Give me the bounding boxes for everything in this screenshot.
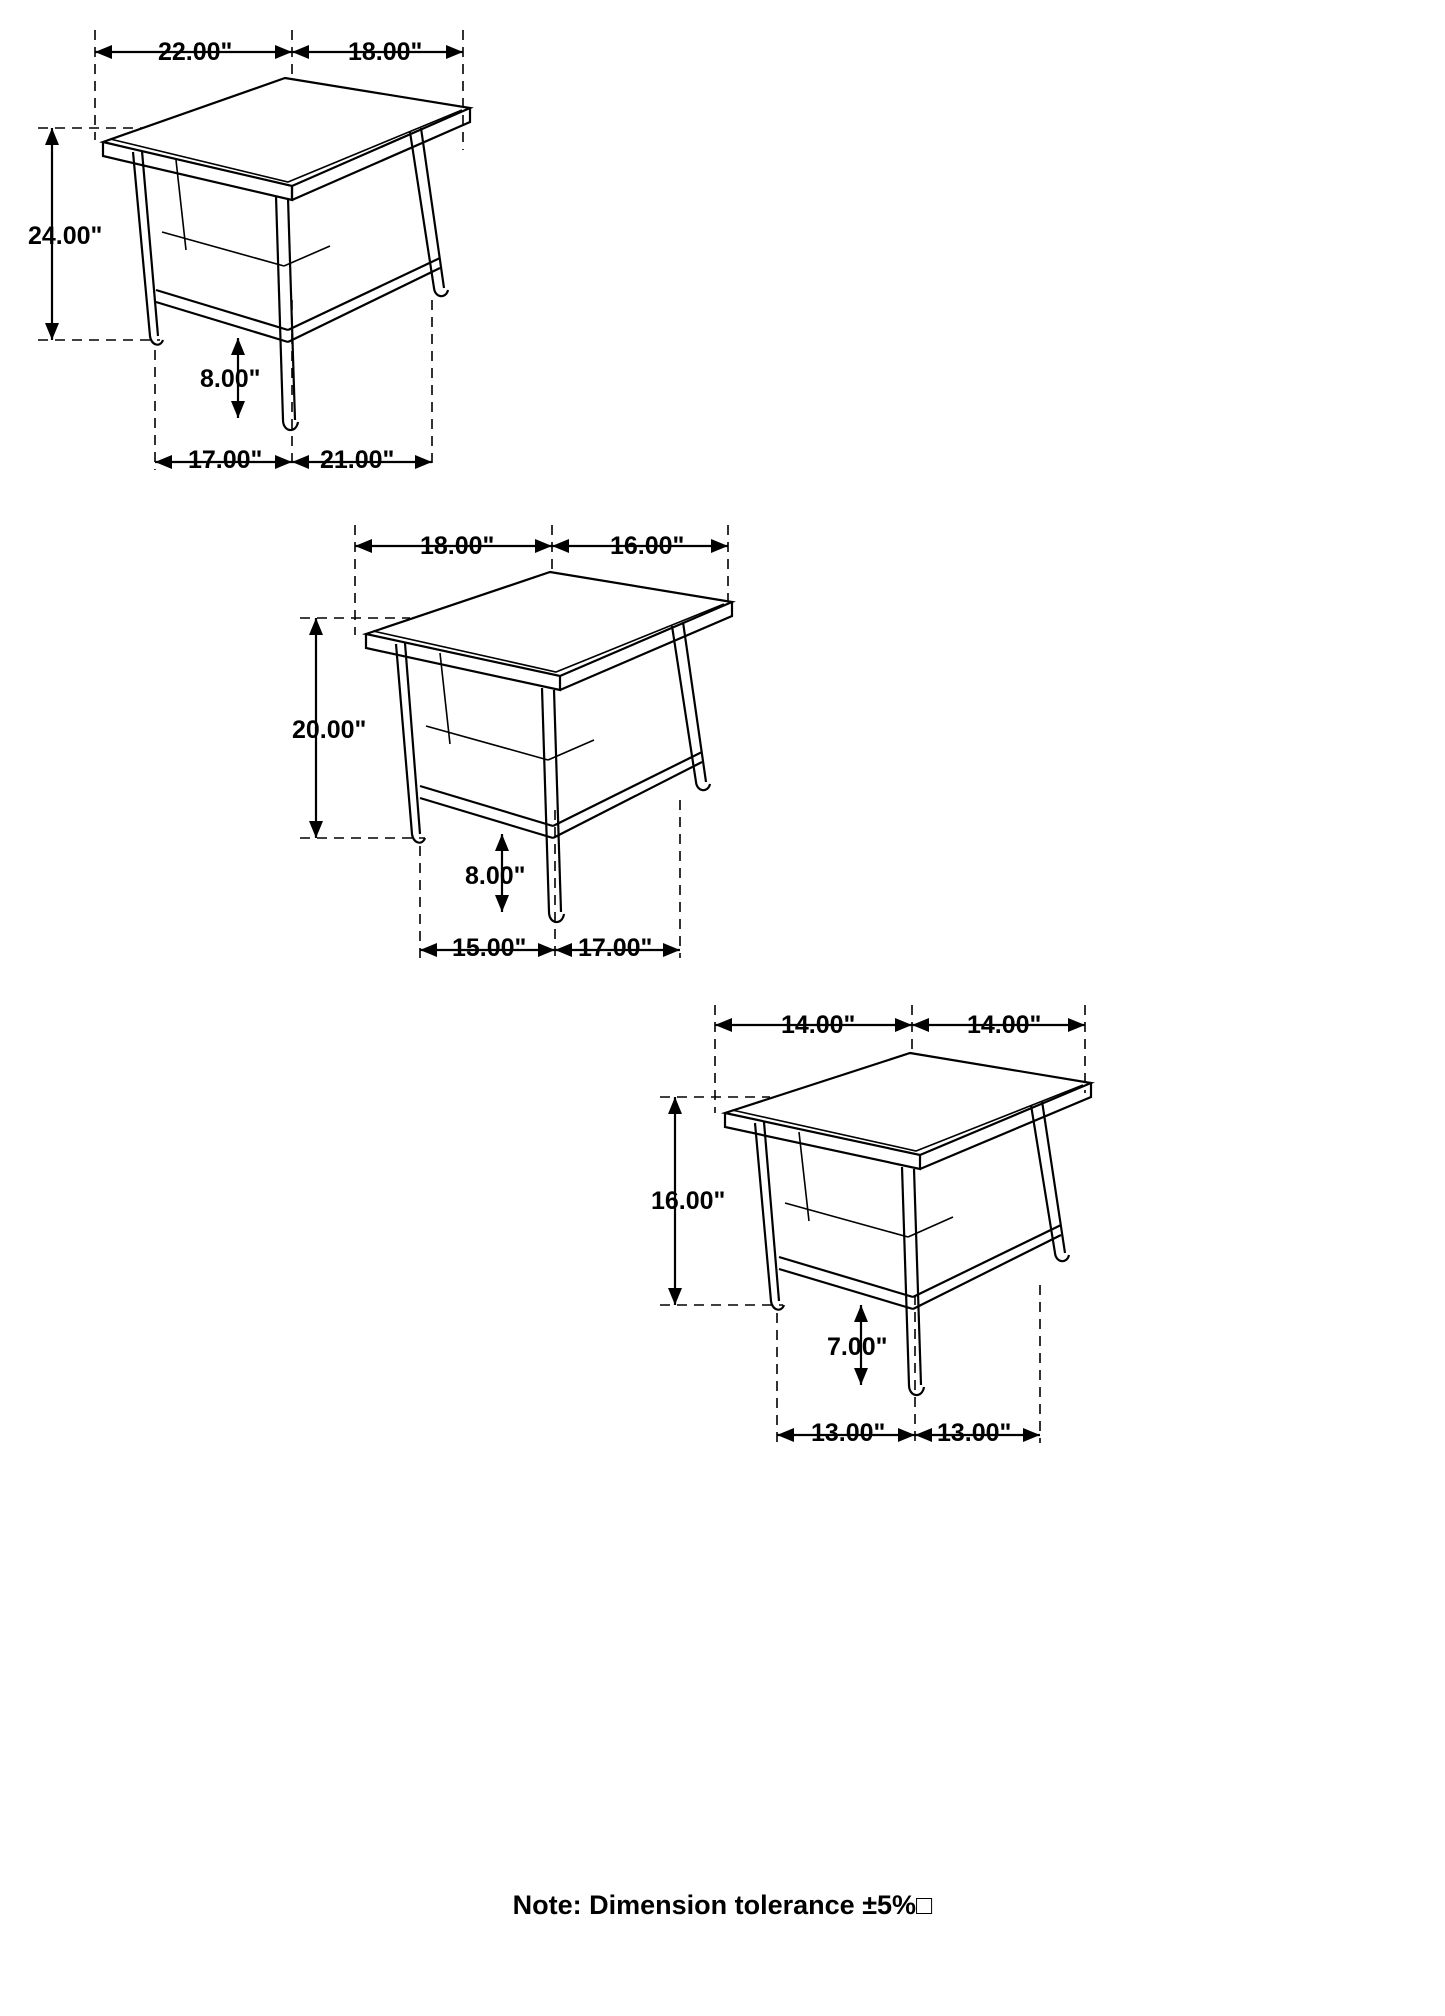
dim-large-top-right: 18.00": [348, 38, 423, 66]
dim-large-base-left: 17.00": [188, 446, 263, 474]
tolerance-note: Note: Dimension tolerance ±5%□: [512, 1890, 933, 1920]
small-table-drawing: [615, 965, 1235, 1485]
shelf-stretchers: [779, 1203, 1061, 1309]
dim-small-base-left: 13.00": [811, 1419, 886, 1447]
table-top: [366, 572, 732, 690]
dim-large-top-left: 22.00": [158, 38, 233, 66]
dim-small-base-right: 13.00": [937, 1419, 1012, 1447]
dim-small-height: 16.00": [651, 1187, 726, 1215]
dim-large-height: 24.00": [28, 222, 103, 250]
figure-medium-table: [260, 490, 880, 990]
shelf-stretchers: [156, 232, 440, 342]
table-top: [103, 78, 470, 200]
shelf-stretchers: [420, 726, 702, 838]
dim-small-top-left: 14.00": [781, 1011, 856, 1039]
dim-small-shelf-height: 7.00": [827, 1333, 888, 1361]
dim-medium-height: 20.00": [292, 716, 367, 744]
table-top: [725, 1053, 1091, 1169]
dim-large-shelf-height: 8.00": [200, 365, 261, 393]
dim-large-base-right: 21.00": [320, 446, 395, 474]
dim-medium-top-left: 18.00": [420, 532, 495, 560]
dim-small-top-right: 14.00": [967, 1011, 1042, 1039]
figure-small-table: [615, 965, 1235, 1485]
dim-medium-base-left: 15.00": [452, 934, 527, 962]
dim-medium-shelf-height: 8.00": [465, 862, 526, 890]
figure-large-table: [0, 0, 620, 500]
dim-medium-base-right: 17.00": [578, 934, 653, 962]
dim-medium-top-right: 16.00": [610, 532, 685, 560]
